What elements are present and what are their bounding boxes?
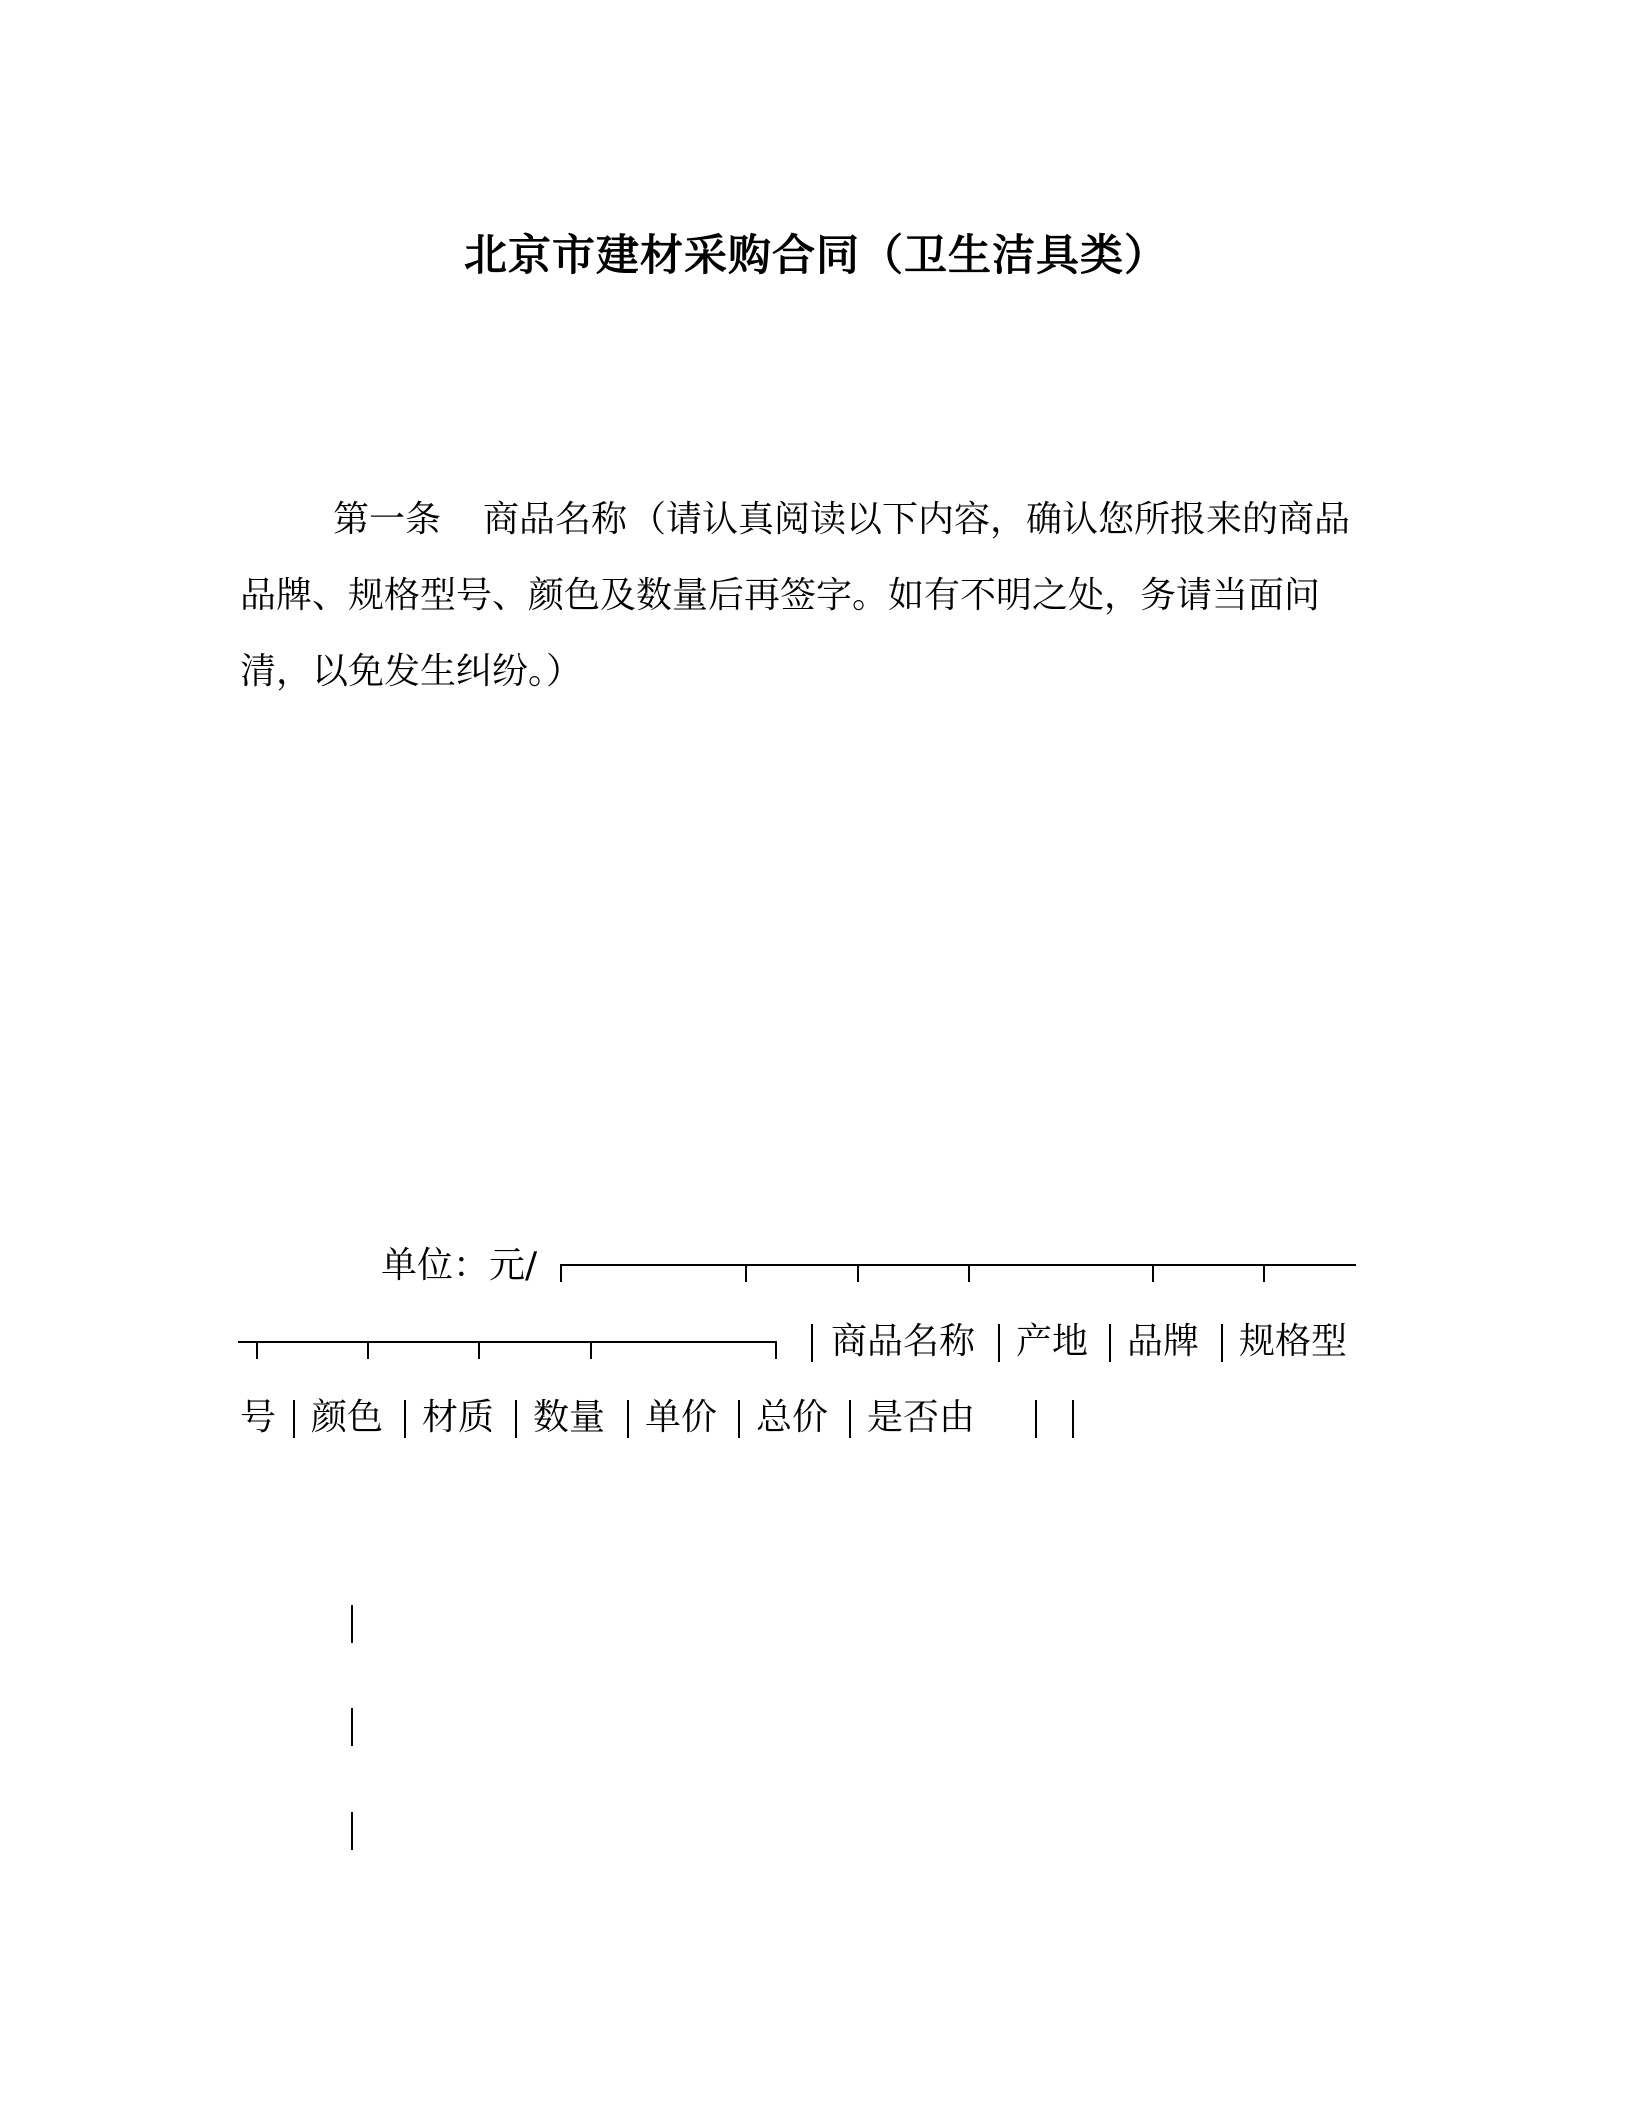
table-tick <box>857 1264 859 1282</box>
table-tick <box>256 1341 258 1359</box>
table-tick <box>1263 1264 1265 1282</box>
cell-separator <box>1072 1400 1074 1438</box>
document-title: 北京市建材采购合同（卫生洁具类） <box>464 231 1168 281</box>
table-tick <box>367 1341 369 1359</box>
cell-separator <box>293 1400 295 1438</box>
row-separator <box>351 1605 353 1643</box>
table-tick <box>745 1264 747 1282</box>
header-model-suffix: 号 <box>240 1397 277 1438</box>
header-spec-model: 规格型 <box>1239 1321 1348 1362</box>
article-heading: 第一条 <box>333 499 442 540</box>
header-brand: 品牌 <box>1127 1321 1200 1362</box>
header-whether: 是否由 <box>867 1397 976 1438</box>
table-tick <box>1152 1264 1154 1282</box>
cell-separator <box>404 1400 406 1438</box>
unit-label: 单位：元/ <box>381 1245 538 1286</box>
header-color: 颜色 <box>311 1397 384 1438</box>
header-product-name: 商品名称 <box>831 1321 976 1362</box>
article-line-2: 品牌、规格型号、颜色及数量后再签字。如有不明之处，务请当面问 <box>240 575 1321 616</box>
header-unit-price: 单价 <box>645 1397 718 1438</box>
cell-separator <box>1109 1324 1111 1362</box>
row-separator <box>351 1708 353 1746</box>
cell-separator <box>1035 1400 1037 1438</box>
cell-separator <box>811 1324 813 1362</box>
header-total-price: 总价 <box>756 1397 829 1438</box>
table-tick <box>968 1264 970 1282</box>
table-tick <box>560 1264 562 1282</box>
cell-separator <box>1221 1324 1223 1362</box>
article-line-3: 清，以免发生纠纷。） <box>240 651 583 692</box>
cell-separator <box>627 1400 629 1438</box>
cell-separator <box>998 1324 1000 1362</box>
table-border-top-left <box>238 1341 777 1343</box>
table-tick <box>775 1341 777 1359</box>
table-border-top <box>560 1264 1356 1266</box>
article-subject: 商品名称 <box>483 499 628 540</box>
header-quantity: 数量 <box>533 1397 606 1438</box>
table-tick <box>478 1341 480 1359</box>
header-origin: 产地 <box>1016 1321 1089 1362</box>
cell-separator <box>849 1400 851 1438</box>
row-separator <box>351 1812 353 1850</box>
cell-separator <box>515 1400 517 1438</box>
cell-separator <box>738 1400 740 1438</box>
header-material: 材质 <box>422 1397 495 1438</box>
article-line-1: （请认真阅读以下内容，确认您所报来的商品 <box>630 499 1351 540</box>
table-tick <box>590 1341 592 1359</box>
